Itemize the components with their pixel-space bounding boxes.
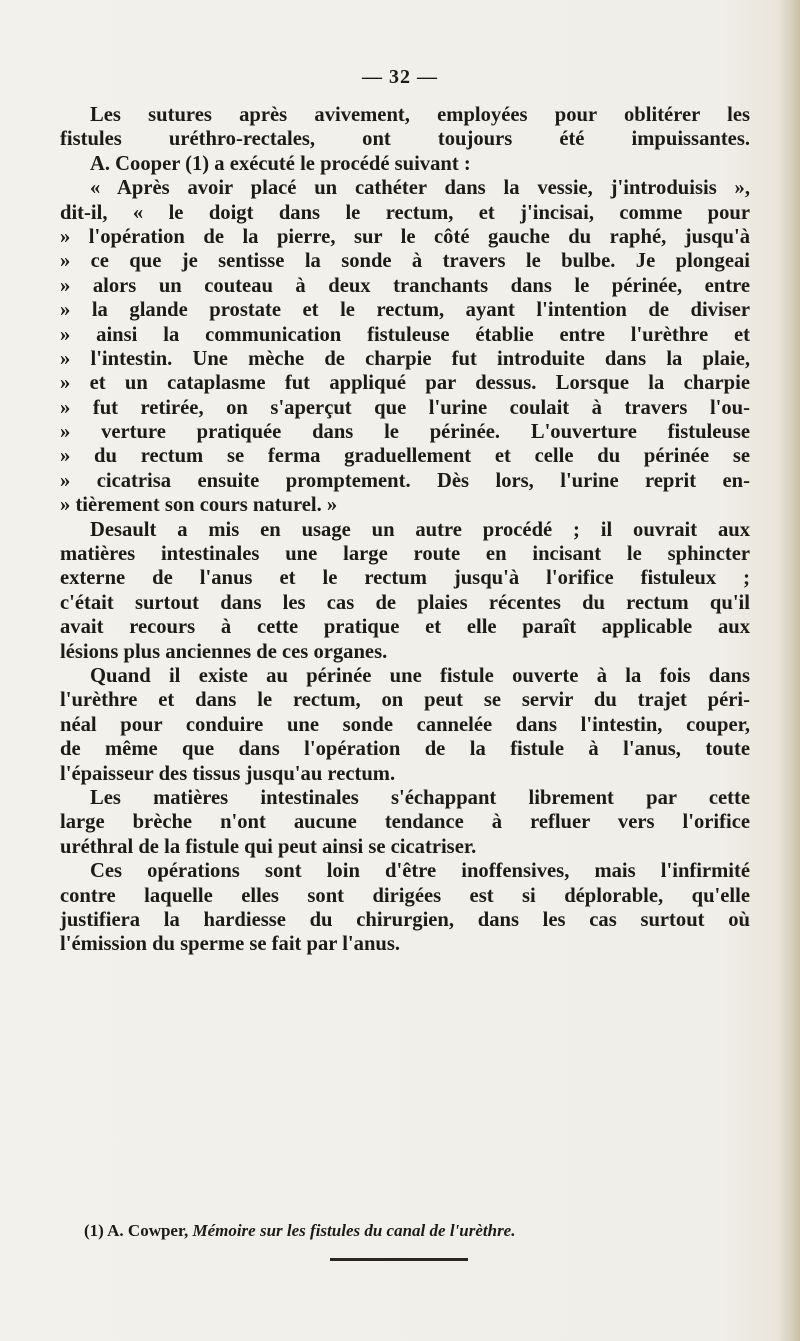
text-line: » verture pratiquée dans le périnée. L'ouverture fistuleuse <box>60 421 750 444</box>
text-line: » fut retirée, on s'aperçut que l'urine coulait à travers l'ou- <box>60 396 750 419</box>
text-line: matières intestinales une large route en incisant le sphincter <box>60 543 750 566</box>
text-line: Quand il existe au périnée une fistule ouverte à la fois dans <box>90 664 750 687</box>
text-line: de même que dans l'opération de la fistule à l'anus, toute <box>60 738 750 761</box>
text-line: » l'intestin. Une mèche de charpie fut introduite dans la plaie, <box>60 347 750 370</box>
text-line: Les matières intestinales s'échappant librement par cette <box>90 786 750 809</box>
text-line: » ainsi la communication fistuleuse établie entre l'urèthre et <box>60 323 750 346</box>
text-line: » alors un couteau à deux tranchants dans le périnée, entre <box>60 274 750 297</box>
footnote-rule <box>330 1258 468 1261</box>
text-line: l'urèthre et dans le rectum, on peut se servir du trajet péri- <box>60 689 750 712</box>
text-line: l'épaisseur des tissus jusqu'au rectum. <box>60 762 396 785</box>
text-line: » tièrement son cours naturel. » <box>60 494 338 517</box>
text-line: » du rectum se ferma graduellement et celle du périnée se <box>60 445 750 468</box>
text-line: externe de l'anus et le rectum jusqu'à l'orifice fistuleux ; <box>60 567 750 590</box>
text-line: justifiera la hardiesse du chirurgien, dans les cas surtout où <box>60 908 750 931</box>
text-line: dit-il, « le doigt dans le rectum, et j'incisai, comme pour <box>60 201 750 224</box>
footnote-marker: (1) A. Cowper, <box>84 1221 189 1240</box>
text-line: c'était surtout dans les cas de plaies récentes du rectum qu'il <box>60 591 750 614</box>
text-line: contre laquelle elles sont dirigées est si déplorable, qu'elle <box>60 884 750 907</box>
text-line: large brèche n'ont aucune tendance à refluer vers l'orifice <box>60 811 750 834</box>
text-line: A. Cooper (1) a exécuté le procédé suivant : <box>90 152 471 175</box>
text-line: « Après avoir placé un cathéter dans la vessie, j'introduisis », <box>90 177 750 200</box>
text-line: » l'opération de la pierre, sur le côté gauche du raphé, jusqu'à <box>60 225 750 248</box>
text-line: » et un cataplasme fut appliqué par dessus. Lorsque la charpie <box>60 372 750 395</box>
text-line: » cicatrisa ensuite promptement. Dès lors, l'urine reprit en- <box>60 469 750 492</box>
page-edge-shadow <box>778 0 800 1341</box>
text-line: Les sutures après avivement, employées pour oblitérer les <box>90 104 750 126</box>
text-line: Desault a mis en usage un autre procédé ; il ouvrait aux <box>90 518 750 541</box>
footnote-title: Mémoire sur les fistules du canal de l'urèthre. <box>192 1221 516 1240</box>
text-line: l'émission du sperme se fait par l'anus. <box>60 933 401 956</box>
text-line: néal pour conduire une sonde cannelée dans l'intestin, couper, <box>60 713 750 736</box>
text-line: lésions plus anciennes de ces organes. <box>60 640 388 663</box>
page-number: — 32 — <box>362 66 438 88</box>
text-line: Ces opérations sont loin d'être inoffensives, mais l'infirmité <box>90 860 750 883</box>
text-line: » la glande prostate et le rectum, ayant l'intention de diviser <box>60 299 750 322</box>
text-line: » ce que je sentisse la sonde à travers le bulbe. Je plongeai <box>60 250 750 273</box>
text-line: avait recours à cette pratique et elle paraît applicable aux <box>60 616 750 639</box>
text-line: uréthral de la fistule qui peut ainsi se cicatriser. <box>60 835 477 858</box>
footnote <box>84 1221 784 1241</box>
body-text <box>60 103 750 957</box>
text-line: fistules uréthro-rectales, ont toujours été impuissantes. <box>60 128 750 151</box>
